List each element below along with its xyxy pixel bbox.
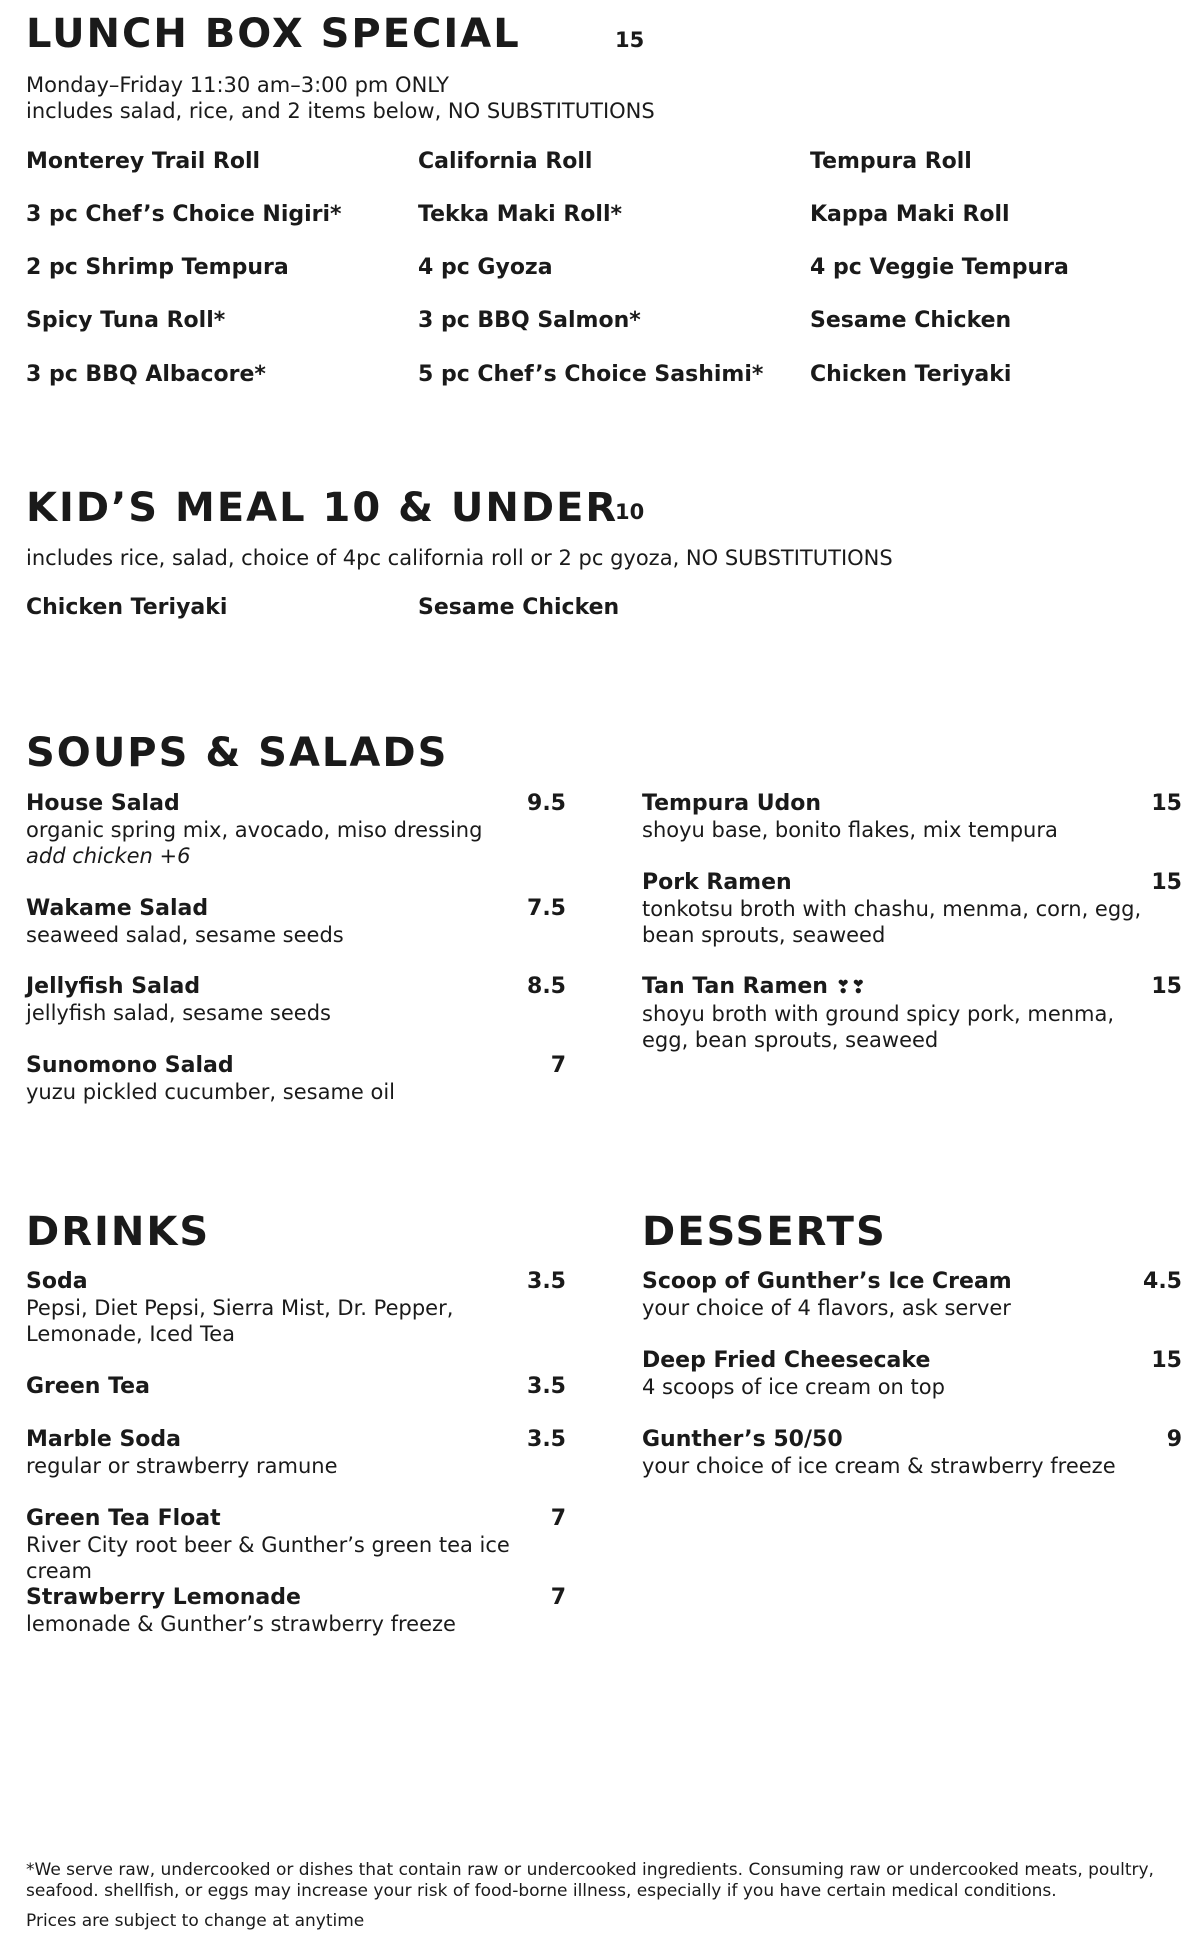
lunch-item: Sesame Chicken [810,308,1012,333]
lunch-item: Monterey Trail Roll [26,149,261,174]
menu-item [26,1052,566,1105]
item-name: Jellyfish Salad [26,974,201,999]
item-desc: Lemonade, Iced Tea [26,1322,236,1346]
item-desc: shoyu broth with ground spicy pork, menma, [642,1002,1115,1026]
item-name: Soda [26,1269,88,1294]
spicy-icon: ❣❣ [835,977,866,998]
soups-title: SOUPS & SALADS [26,730,449,776]
lunch-item: 3 pc BBQ Salmon* [418,308,641,333]
menu-item [26,790,566,869]
lunch-item: Spicy Tuna Roll* [26,308,226,333]
lunch-hours: Monday–Friday 11:30 am–3:00 pm ONLY [26,73,450,97]
item-price: 7 [550,1585,566,1610]
item-name: Tan Tan Ramen [642,974,828,999]
menu-item [26,1505,566,1584]
item-desc: egg, bean sprouts, seaweed [642,1028,939,1052]
disclaimer-line: *We serve raw, undercooked or dishes that contain raw or undercooked ingredients. Consuming raw or undercooked meats, poultry, [26,1860,1154,1880]
lunch-item: 3 pc Chef’s Choice Nigiri* [26,202,342,227]
lunch-item: California Roll [418,149,593,174]
item-name: Wakame Salad [26,896,209,921]
lunch-item: 5 pc Chef’s Choice Sashimi* [418,362,764,387]
menu-item [642,790,1182,843]
desserts-title: DESSERTS [642,1209,887,1255]
lunch-item: 2 pc Shrimp Tempura [26,255,289,280]
item-price: 3.5 [527,1374,566,1399]
price-note: Prices are subject to change at anytime [26,1911,365,1931]
item-name: Strawberry Lemonade [26,1585,301,1610]
lunch-includes: includes salad, rice, and 2 items below, NO SUBSTITUTIONS [26,99,655,123]
disclaimer-line: seafood. shellfish, or eggs may increase your risk of food-borne illness, especially if you have certain medical conditions. [26,1881,1057,1901]
menu-item [26,1426,566,1479]
lunch-item: 3 pc BBQ Albacore* [26,362,266,387]
kids-price: 10 [615,500,645,524]
kids-item: Chicken Teriyaki [26,595,228,620]
item-price: 7.5 [527,896,566,921]
item-price: 15 [1151,870,1182,895]
item-note: add chicken +6 [26,844,191,868]
menu-item [642,1347,1182,1400]
item-price: 7 [550,1053,566,1078]
item-desc: shoyu base, bonito flakes, mix tempura [642,818,1058,842]
item-name: Green Tea Float [26,1506,221,1531]
lunch-item: Tekka Maki Roll* [418,202,622,227]
item-name: Gunther’s 50/50 [642,1427,843,1452]
menu-item [642,869,1182,948]
item-price: 4.5 [1143,1269,1182,1294]
menu-item [26,1373,566,1400]
item-desc: lemonade & Gunther’s strawberry freeze [26,1612,456,1636]
drinks-title: DRINKS [26,1209,211,1255]
item-price: 8.5 [527,974,566,999]
item-desc: seaweed salad, sesame seeds [26,923,344,947]
item-desc: River City root beer & Gunther’s green tea ice cream [26,1533,510,1583]
menu-item [26,1268,566,1347]
item-name: Tempura Udon [642,791,822,816]
item-price: 15 [1151,974,1182,999]
lunch-item: 4 pc Gyoza [418,255,553,280]
menu-item [26,895,566,948]
item-desc: regular or strawberry ramune [26,1454,338,1478]
disclaimer [26,1860,1166,1902]
lunch-item: Kappa Maki Roll [810,202,1010,227]
lunch-item: Chicken Teriyaki [810,362,1012,387]
item-name: Deep Fried Cheesecake [642,1348,931,1373]
menu-item [642,1268,1182,1321]
item-price: 3.5 [527,1269,566,1294]
lunch-price: 15 [615,28,645,52]
item-desc: organic spring mix, avocado, miso dressing [26,818,483,842]
item-name: Green Tea [26,1374,150,1399]
menu-item [26,973,566,1026]
kids-item: Sesame Chicken [418,595,620,620]
item-price: 15 [1151,791,1182,816]
lunch-item: 4 pc Veggie Tempura [810,255,1069,280]
kids-includes: includes rice, salad, choice of 4pc california roll or 2 pc gyoza, NO SUBSTITUTIONS [26,546,893,570]
item-name: Marble Soda [26,1427,182,1452]
item-desc: Pepsi, Diet Pepsi, Sierra Mist, Dr. Pepper, [26,1296,454,1320]
item-desc: jellyfish salad, sesame seeds [26,1001,331,1025]
item-desc: your choice of 4 flavors, ask server [642,1296,1011,1320]
item-price: 15 [1151,1348,1182,1373]
item-desc: bean sprouts, seaweed [642,923,886,947]
item-price: 7 [550,1506,566,1531]
item-desc: 4 scoops of ice cream on top [642,1375,945,1399]
item-name: House Salad [26,791,180,816]
item-name: Sunomono Salad [26,1053,234,1078]
menu-item [642,1426,1182,1479]
lunch-info [26,72,655,124]
item-price: 9 [1166,1427,1182,1452]
item-name: Scoop of Gunther’s Ice Cream [642,1269,1012,1294]
item-desc: yuzu pickled cucumber, sesame oil [26,1080,396,1104]
item-price: 9.5 [527,791,566,816]
item-price: 3.5 [527,1427,566,1452]
item-desc: tonkotsu broth with chashu, menma, corn, egg, [642,897,1142,921]
item-desc: your choice of ice cream & strawberry freeze [642,1454,1116,1478]
menu-item [642,973,1182,1053]
menu-item [26,1584,566,1637]
kids-title: KID’S MEAL 10 & UNDER [26,485,619,531]
lunch-title: LUNCH BOX SPECIAL [26,11,521,57]
lunch-item: Tempura Roll [810,149,972,174]
item-name: Pork Ramen [642,870,792,895]
